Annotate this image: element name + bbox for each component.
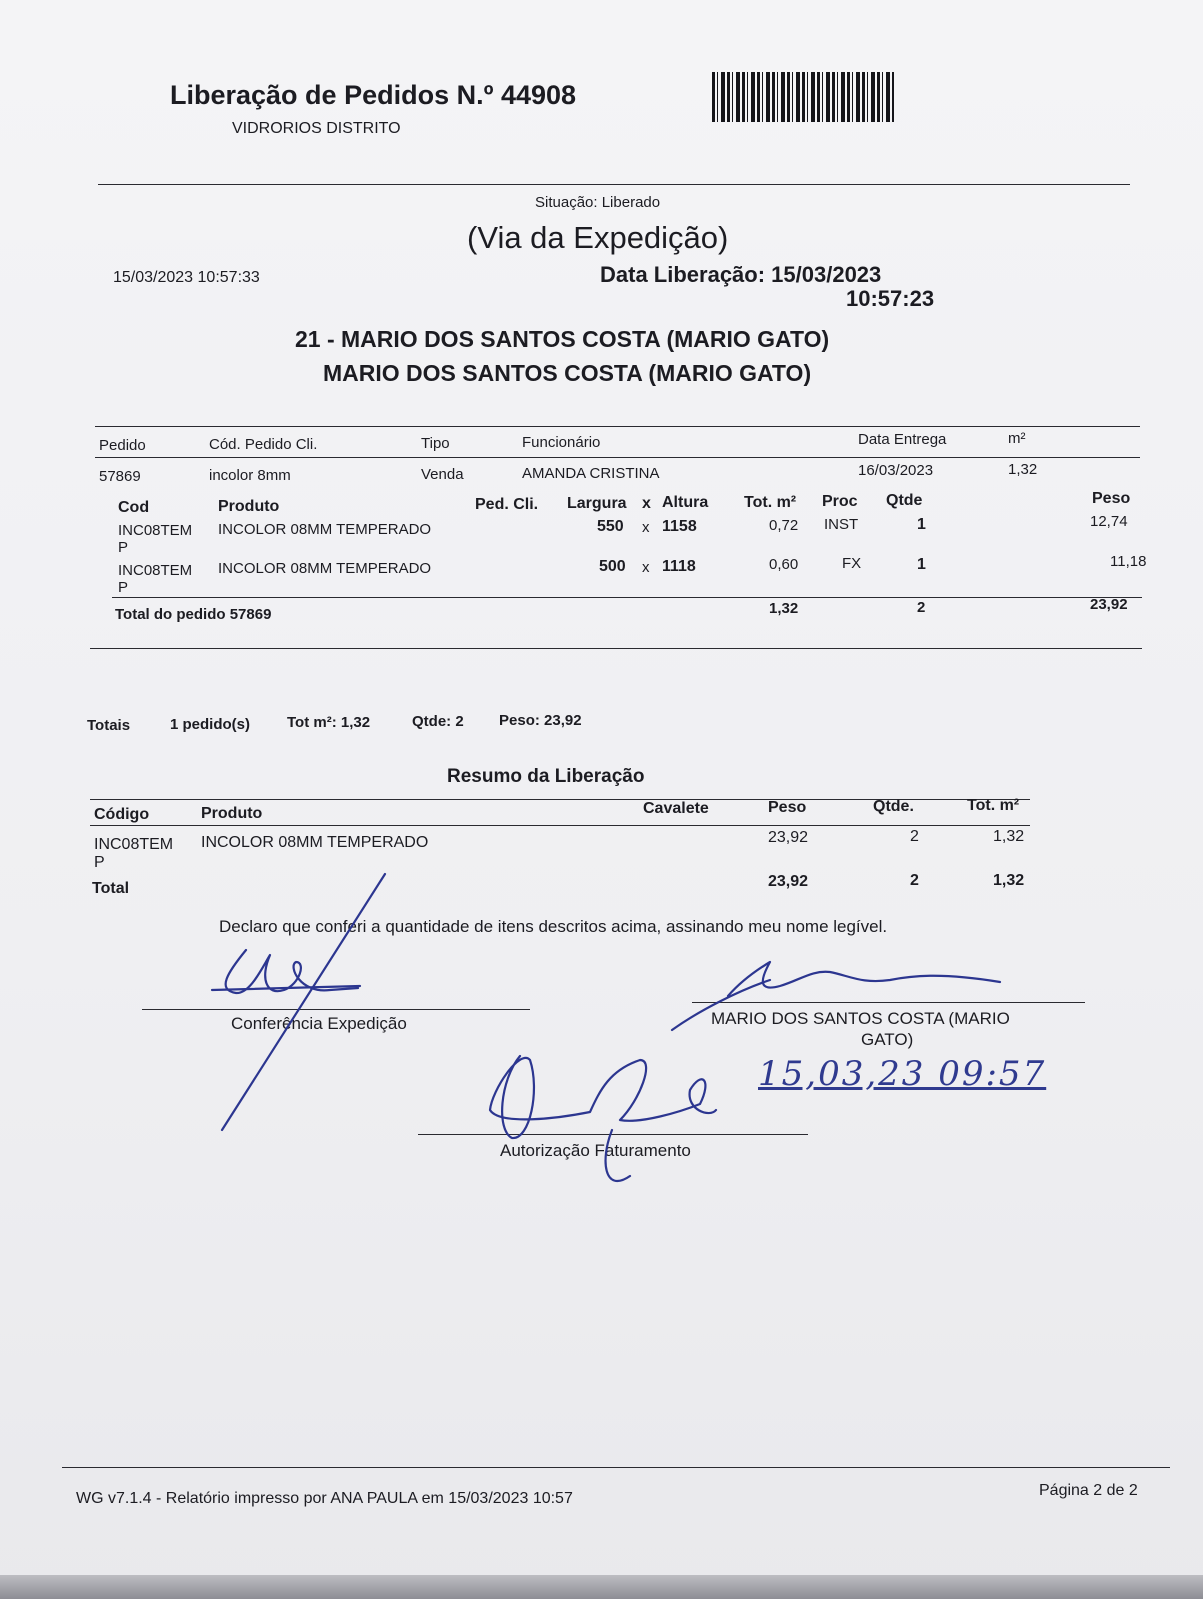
totals-pedidos: 1 pedido(s) — [170, 716, 251, 733]
cell-peso: 23,92 — [768, 829, 809, 846]
cell-tipo: Venda — [421, 466, 464, 483]
summary-header-rule — [90, 825, 1030, 826]
col-ped-cli: Ped. Cli. — [475, 496, 539, 513]
cell-largura: 550 — [597, 518, 624, 535]
summary-title: Resumo da Liberação — [447, 766, 645, 787]
footer-rule — [62, 1467, 1170, 1468]
col-qtde: Qtde. — [873, 798, 914, 815]
cell-cod-wrap: P — [118, 579, 129, 596]
col-produto: Produto — [201, 805, 263, 822]
signature-conferencia — [226, 950, 358, 993]
cell-produto: INCOLOR 08MM TEMPERADO — [218, 521, 432, 538]
company-name: VIDRORIOS DISTRITO — [232, 120, 401, 137]
cell-cod: INC08TEM — [118, 522, 193, 539]
col-qtde: Qtde — [886, 492, 923, 509]
col-cavalete: Cavalete — [643, 800, 709, 817]
col-produto: Produto — [218, 498, 280, 515]
col-peso: Peso — [768, 799, 807, 816]
cell-tot-m2: 1,32 — [993, 828, 1025, 845]
cell-codigo-wrap: P — [94, 854, 105, 871]
summary-total-m2: 1,32 — [993, 872, 1025, 889]
signature-conferencia-underline — [212, 986, 360, 990]
totals-peso: Peso: 23,92 — [499, 712, 582, 729]
client-signature-name-wrap: GATO) — [861, 1030, 914, 1049]
cell-x: x — [642, 559, 650, 576]
cell-funcionario: AMANDA CRISTINA — [522, 465, 660, 482]
signature-autorizacao — [490, 1056, 716, 1138]
total-rule — [112, 597, 1142, 598]
col-funcionario: Funcionário — [522, 434, 601, 451]
cell-tot-m2: 0,60 — [769, 556, 799, 573]
cell-altura: 1118 — [662, 558, 696, 575]
cell-proc: INST — [824, 516, 859, 533]
cell-cod: INC08TEM — [118, 562, 193, 579]
signature-line-client — [692, 1002, 1085, 1003]
table-top-rule — [95, 426, 1140, 427]
col-tot-m2: Tot. m² — [744, 494, 797, 511]
footer-printed-by: WG v7.1.4 - Relatório impresso por ANA PAULA em 15/03/2023 10:57 — [76, 1490, 573, 1507]
cell-peso: 12,74 — [1090, 513, 1128, 530]
cell-peso: 11,18 — [1110, 553, 1147, 570]
col-x: x — [642, 495, 651, 512]
table-bottom-rule — [90, 648, 1142, 649]
totals-qtde: Qtde: 2 — [412, 713, 464, 730]
cell-data-entrega: 16/03/2023 — [858, 462, 934, 479]
handwritten-date: 15,03,23 09:57 — [758, 1054, 1047, 1094]
order-total-label: Total do pedido 57869 — [115, 606, 272, 623]
client-signature-name: MARIO DOS SANTOS COSTA (MARIO — [711, 1009, 1010, 1028]
barcode — [712, 72, 894, 122]
signature-line-conferencia — [142, 1009, 530, 1010]
col-codigo: Código — [94, 806, 150, 823]
table-header-rule — [95, 457, 1140, 458]
col-proc: Proc — [822, 493, 858, 510]
client-name-line1: 21 - MARIO DOS SANTOS COSTA (MARIO GATO) — [295, 326, 830, 352]
page-number: Página 2 de 2 — [1039, 1482, 1138, 1499]
cell-tot-m2: 0,72 — [769, 517, 799, 534]
printed-datetime: 15/03/2023 10:57:33 — [113, 269, 260, 286]
col-peso: Peso — [1092, 490, 1131, 507]
col-cod: Cod — [118, 499, 150, 516]
declaration-text: Declaro que conferi a quantidade de itens descritos acima, assinando meu nome legível. — [219, 917, 888, 936]
order-total-peso: 23,92 — [1090, 596, 1128, 613]
summary-total-peso: 23,92 — [768, 873, 809, 890]
col-altura: Altura — [662, 494, 709, 511]
conferencia-label: Conferência Expedição — [231, 1014, 407, 1033]
col-cod-pedido-cli: Cód. Pedido Cli. — [209, 436, 318, 453]
summary-total-qtde: 2 — [910, 872, 919, 889]
signature-stroke-long — [222, 874, 385, 1130]
document-title: Liberação de Pedidos N.º 44908 — [170, 80, 577, 110]
cell-produto: INCOLOR 08MM TEMPERADO — [218, 560, 432, 577]
col-tot-m2: Tot. m² — [967, 797, 1020, 814]
summary-total-label: Total — [92, 880, 130, 897]
cell-qtde: 1 — [917, 556, 926, 573]
col-m2: m² — [1008, 430, 1026, 447]
col-tipo: Tipo — [421, 435, 450, 452]
col-data-entrega: Data Entrega — [858, 431, 947, 448]
signature-line-autorizacao — [418, 1134, 808, 1135]
via-label: (Via da Expedição) — [467, 220, 729, 255]
cell-largura: 500 — [599, 558, 626, 575]
release-time: 10:57:23 — [846, 286, 935, 311]
cell-cod-wrap: P — [118, 539, 129, 556]
cell-proc: FX — [842, 555, 862, 572]
client-name-line2: MARIO DOS SANTOS COSTA (MARIO GATO) — [323, 360, 812, 386]
signature-client — [728, 962, 1000, 996]
order-total-qtde: 2 — [917, 599, 926, 616]
col-largura: Largura — [567, 495, 627, 512]
totals-label: Totais — [87, 717, 131, 734]
divider — [98, 184, 1130, 185]
cell-pedido: 57869 — [99, 468, 141, 485]
cell-produto: INCOLOR 08MM TEMPERADO — [201, 834, 429, 851]
cell-codigo: INC08TEM — [94, 836, 174, 853]
cell-altura: 1158 — [662, 518, 697, 535]
totals-m2: Tot m²: 1,32 — [287, 714, 371, 731]
paper-bottom-shadow — [0, 1575, 1203, 1599]
autorizacao-label: Autorização Faturamento — [500, 1141, 691, 1160]
col-pedido: Pedido — [99, 437, 146, 454]
cell-qtde: 1 — [917, 516, 926, 533]
status-text: Situação: Liberado — [535, 194, 661, 211]
order-total-m2: 1,32 — [769, 600, 799, 617]
release-date: Data Liberação: 15/03/2023 — [600, 262, 882, 287]
cell-cod-pedido-cli: incolor 8mm — [209, 467, 291, 484]
cell-m2: 1,32 — [1008, 461, 1038, 478]
cell-x: x — [642, 519, 650, 536]
cell-qtde: 2 — [910, 828, 919, 845]
